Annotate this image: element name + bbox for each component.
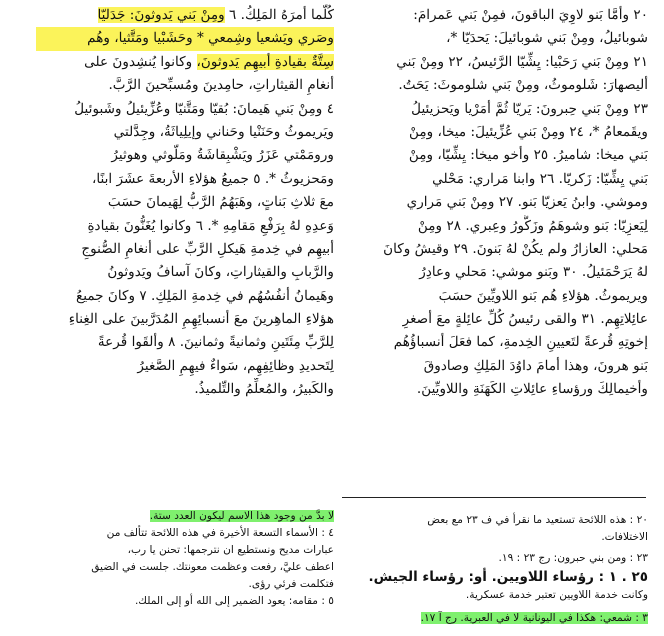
verse-line: شوبائيلُ، ومِنْ بَني شوبائيلَ: يَحدَيّا *، [446, 30, 648, 47]
left-text-column [36, 4, 334, 402]
footnote-line [342, 610, 648, 627]
verse-line: ويَريموثُ وحَنَنْيا وحَناني وإيلِياثَةُ، وجِدَّلتي [113, 123, 334, 140]
verse-line: بَني ميخا: شاميرُ. ٢٥ وأخو ميخا: يِشِّيّا، ومِنْ [408, 147, 648, 164]
verse-line: ٤ ومِنْ بَني هَيمانَ: بُقيّا ومَتَّنيّا وعُزِّيئيلُ وشَبوئيلُ [74, 100, 334, 117]
verse-line: ومَحزيوثُ *. ٥ جميعُ هؤلاءِ الأربعةَ عشَرَ ابنًا، [91, 170, 334, 187]
highlighted-phrase: سِتَّةٌ بقيادةِ أبيهِم يَدوثونَ، [196, 53, 334, 70]
verse-line: ورومَمْتي عَزَرُ ويَشْبِقاشَةُ ومَلّوثي وهوثيرُ [111, 147, 334, 164]
verse-line: لِيَعزِيّا: بَنو وشوهَمُ وزَكُّورُ وعِبري. ٢٨ ومِنْ [417, 217, 648, 234]
verse-line: هؤلاءِ الماهِرينَ معَ أنسبائِهِمِ المُدَرَّبينَ على الغِناءِ [68, 311, 334, 328]
verse-line: سِتَّةٌ بقيادةِ أبيهِم يَدوثونَ، وكانوا يُنشِدونَ على [84, 53, 334, 70]
verse-line: ويريموثُ. هؤلاءِ هُم بَنو اللاويِّينَ حسَبَ [438, 287, 648, 304]
verse-line: بَني يِشِّيّا: زَكريّا. ٢٦ وابنا مَراري: مَحْلي [432, 170, 648, 187]
footnote-line: فتكلمت فرئي رؤى. [248, 578, 334, 590]
verse-line: ٢١ ومِنْ بَني رَحَبْيا: يِشِّيّا الرَّئيسُ، ٢٢ ومِنْ بَني [396, 53, 648, 70]
highlighted-phrase: ومِنْ بَني يَدوثونَ: جَدَليّا [97, 7, 225, 23]
verse-line: وَعدِهِ لهُ بِرَفْعِ مَقامِهِ *. ٦ وكانوا يُغَنُّونَ بقيادةِ [87, 217, 334, 234]
verse-line: ويقَمعامُ *، ٢٤ ومِنْ بَني عُزِّيئيلَ: ميخا، ومِنْ [408, 123, 648, 140]
verse-line: ٢٣ ومِنْ بَني حِبرونَ: يَريّا ثُمَّ أمَرْيا ويَحزيئيلُ [411, 100, 648, 117]
verse-line: وموشي. وابنُ يَعزيّا بَنو. ٢٧ ومِنْ بَني مَراري [406, 194, 648, 211]
verse-line: والرَّبابِ والقيثاراتِ، وكانَ آسافُ ويَدوثونُ [107, 264, 334, 281]
footnote-line: ٢٥ . ١ : رؤساء اللاويين. أو: رؤساء الجيش. [368, 569, 648, 585]
verse-line: وهَيمانُ أنفُسُهُم في خِدمةِ المَلِكِ. ٧ وكانَ جميعُ [75, 287, 334, 304]
highlighted-note: ٣ : شمعي: هكذا في اليونانية لا في العبرية. رج آ ١٧. [420, 612, 648, 624]
verse-line: كُلَّما أمرَهُ المَلِكُ. ٦ ومِنْ بَني يَدوثونَ: جَدَليّا [97, 7, 334, 23]
footnote-line: ٢٠ : هذه اللائحة تستعيد ما نقرأ في ف ٢٣ مع بعض [427, 514, 648, 526]
footnote-line: عبارات مديح ونستطيع ان نترجمها: تحنن يا رب، [127, 544, 334, 556]
footnote-line [36, 508, 334, 525]
verse-line: لِتَحديدِ وظائِفِهِم، سَواءٌ فيهِمِ الصَّغيرُ [137, 357, 334, 374]
footnote-line: وكانت خدمة اللاويين تعتبر خدمة عسكرية. [465, 589, 648, 601]
verse-line: أنغامِ القيثاراتِ، حامِدينَ ومُسبِّحينَ الرَّبَّ. [108, 77, 334, 94]
verse-line: أليصهارَ: شَلوموثُ، ومِنْ بَني شلوموثَ: يَحَتُ. [398, 77, 648, 94]
verse-line: بَنو هرونَ، وهذا أمامَ داوُدَ المَلِكِ وصادوقَ [423, 357, 648, 374]
footnote-divider [342, 497, 646, 498]
verse-line: لِلرَّبِّ مِئَتَينِ وثمانيةً وثمانينَ. ٨ وألقَوا قُرعةً [97, 334, 334, 351]
verse-line: مَحلي: العازارُ ولم يكُنْ لهُ بَنونَ. ٢٩ وقيشُ وكانَ [383, 240, 648, 257]
footnote-line: ٢٣ : ومن بني حبرون: رج ٢٣ : ١٩. [498, 552, 648, 564]
verse-line: والكَبيرُ، والمُعلِّمُ والتِّلميذُ. [194, 381, 334, 398]
footnotes-right [342, 512, 648, 627]
verse-line: ٢٠ وأمَّا بَنو لاوِيَ الباقونَ، فمِنْ بَني عَمرامَ: [413, 7, 648, 23]
footnote-line: ٥ : مقامه: يعود الضمير إلى الله أو إلى الملك. [134, 595, 334, 607]
footnote-line: ٤ : الأسماء التسعة الأخيرة في هذه اللائحة تتألف من [106, 527, 334, 539]
verse-line: لهُ يَرَحْمَئيلُ. ٣٠ وبَنو موشي: مَحلي وعادِرُ [419, 264, 648, 281]
verse-line: أبيهِم في خِدمةِ هَيكلِ الرَّبِّ على أنغامِ الصُّنوجِ [81, 240, 334, 257]
right-text-column [342, 4, 648, 402]
verse-line: معَ ثلاثِ بَناتٍ، وهَبَهُمُ الرَّبُّ لِهَيمانَ حسَبَ [107, 194, 334, 211]
verse-line: إخوتِهِ قُرعةً لتَعيينِ الخِدمةِ، كما فعَلَ أنسباؤُهُم [393, 334, 648, 351]
verse-line: عائِلاتِهِم. ٣١ والقى رئيسُ كُلِّ عائِلةٍ معَ أصغرِ [402, 311, 648, 328]
verse-line: وصَري ويَشعيا وشِمعي * وحَشَبْيا ومَتَّثيا، وهُم [36, 27, 334, 50]
footnote-line: الاختلافات. [601, 531, 648, 543]
footnotes-left [36, 508, 334, 610]
footnote-line: اعطف عليَّ، رفعت وعظمت معونتك. جلست في الضيق [91, 561, 334, 573]
verse-line: وأخيمالِكَ ورؤساءِ عائِلاتِ الكَهَنَةِ واللاويِّينَ. [416, 381, 648, 398]
highlighted-note: لا بدَّ من وجود هذا الاسم ليكون العدد ستة. [149, 510, 334, 522]
